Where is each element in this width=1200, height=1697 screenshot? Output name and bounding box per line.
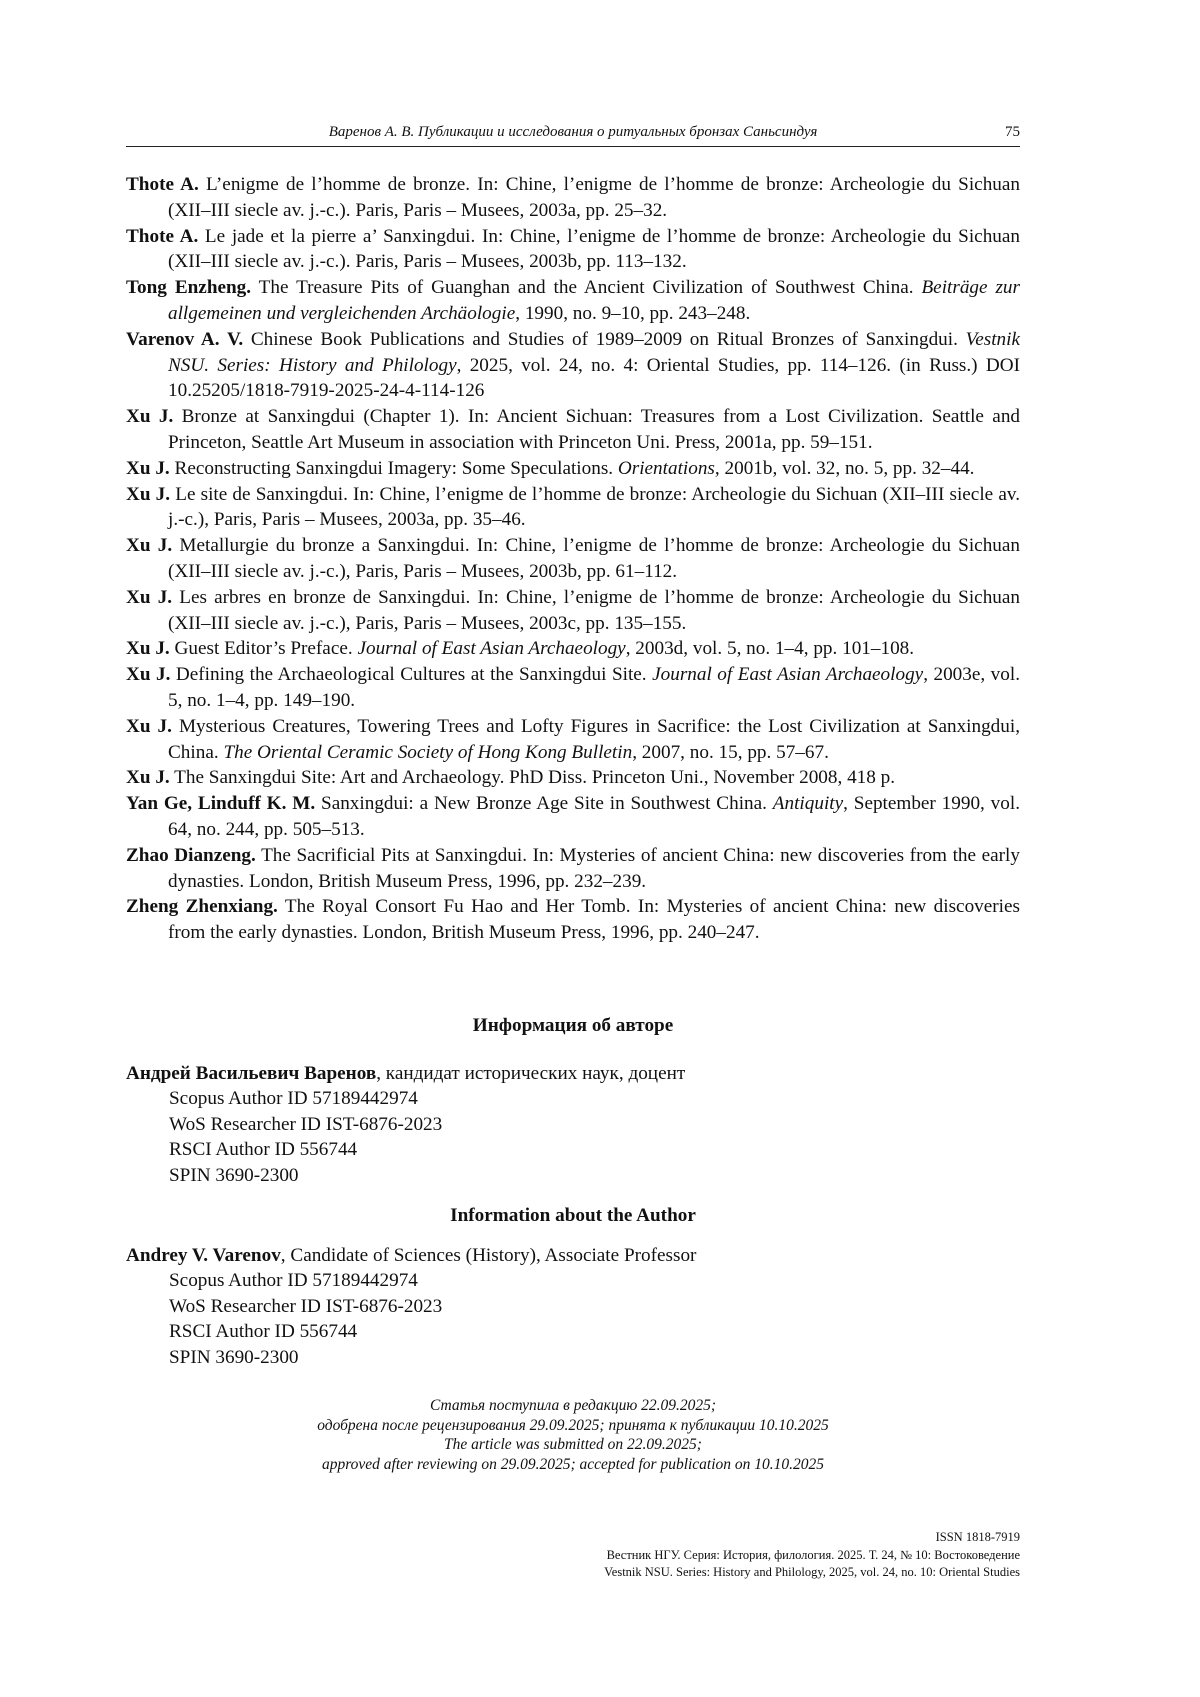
running-head: Варенов А. В. Публикации и исследования о ритуальных бронзах Саньсиндуя [328, 124, 818, 140]
reference-entry [126, 636, 1020, 662]
reference-author: Xu J. [126, 586, 173, 608]
reference-text: Sanxingdui: a New Bronze Age Site in Southwest China. [315, 793, 773, 815]
reference-text: Chinese Book Publications and Studies of 1989–2009 on Ritual Bronzes of Sanxingdui. [243, 328, 966, 350]
submission-dates [126, 1396, 1020, 1474]
page-number: 75 [1005, 124, 1020, 140]
reference-entry [126, 275, 1020, 327]
reference-text: The Royal Consort Fu Hao and Her Tomb. In: Mysteries of ancient China: new discoveries from the early dynasties. London, British Museum Press, 1996, pp. 240–247. [168, 896, 1020, 944]
author-name-en: Andrey V. Varenov [126, 1244, 281, 1266]
reference-entry [126, 172, 1020, 224]
reference-author: Zhao Dianzeng. [126, 844, 256, 866]
reference-entry [126, 404, 1020, 456]
reference-entry [126, 894, 1020, 946]
issn: ISSN 1818-7919 [935, 1530, 1020, 1544]
date-line: The article was submitted on 22.09.2025; [444, 1436, 702, 1453]
reference-text-end: , 2001b, vol. 32, no. 5, pp. 32–44. [714, 457, 975, 479]
reference-author: Xu J. [126, 457, 170, 479]
reference-author: Thote A. [126, 174, 199, 195]
author-name-ru: Андрей Васильевич Варенов [126, 1062, 377, 1084]
reference-author: Thote A. [126, 225, 199, 247]
reference-author: Xu J. [126, 715, 172, 737]
reference-text-end: , 2025, vol. 24, no. 4: Oriental Studies, pp. 114–126. (in Russ.) DOI 10.25205/1818-7919-2025-24-4-114-126 [168, 354, 1021, 402]
reference-journal: Journal of East Asian Archaeology [652, 664, 924, 686]
reference-text: The Treasure Pits of Guanghan and the Ancient Civilization of Southwest China. [251, 277, 922, 299]
reference-journal: The Oriental Ceramic Society of Hong Kong Bulletin [223, 741, 633, 763]
reference-journal: Orientations [617, 457, 715, 479]
reference-journal: Antiquity [772, 793, 844, 815]
date-line: approved after reviewing on 29.09.2025; accepted for publication on 10.10.2025 [321, 1455, 825, 1473]
reference-text-end: , September 1990, vol. 64, no. 244, pp. 505–513. [168, 793, 1020, 840]
reference-author: Zheng Zhenxiang. [126, 896, 278, 918]
reference-text: Metallurgie du bronze a Sanxingdui. In: Chine, l’enigme de l’homme de bronze: Archeologie du Sichuan (XII–III siecle av. j.-c.), Paris, Paris – Musees, 2003b, pp. 61–112. [168, 535, 1020, 582]
reference-entry [126, 224, 1020, 276]
reference-journal: Beiträge zur allgemeinen und vergleichenden Archäologie [168, 277, 1020, 324]
reference-text-end: , 2003e, vol. 5, no. 1–4, pp. 149–190. [168, 664, 1020, 711]
author-id-line: WoS Researcher ID IST-6876-2023 [169, 1295, 443, 1317]
author-id-line: WoS Researcher ID IST-6876-2023 [169, 1113, 443, 1135]
reference-author: Xu J. [126, 406, 174, 428]
section-title-en: Information about the Author [450, 1205, 696, 1226]
journal-footer [420, 1529, 1020, 1582]
author-info-en [126, 1203, 1020, 1371]
reference-author: Tong Enzheng. [126, 277, 252, 299]
reference-text-end: , 1990, no. 9–10, pp. 243–248. [515, 302, 751, 324]
date-line: Статья поступила в редакцию 22.09.2025; [429, 1397, 717, 1414]
author-id-line: RSCI Author ID 556744 [169, 1139, 358, 1161]
reference-text-end: , 2007, no. 15, pp. 57–67. [632, 741, 829, 763]
author-id-line: SPIN 3690-2300 [169, 1346, 299, 1368]
reference-author: Xu J. [126, 767, 170, 789]
author-id-line: RSCI Author ID 556744 [169, 1321, 358, 1343]
author-position-ru: , кандидат исторических наук, доцент [376, 1062, 686, 1084]
reference-text: The Sacrificial Pits at Sanxingdui. In: Mysteries of ancient China: new discoveries from the early dynasties. London, British Museum Press, 1996, pp. 232–239. [168, 844, 1020, 892]
footer-line-ru: Вестник НГУ. Серия: История, филология. 2025. Т. 24, № 10: Востоковедение [606, 1547, 1020, 1562]
reference-author: Xu J. [126, 638, 170, 660]
reference-journal: Journal of East Asian Archaeology [357, 638, 626, 660]
author-line-ru [126, 1061, 1020, 1087]
reference-author: Xu J. [126, 664, 171, 686]
reference-text: The Sanxingdui Site: Art and Archaeology. PhD Diss. Princeton Uni., November 2008, 418 p. [169, 767, 896, 789]
author-id-line: SPIN 3690-2300 [169, 1164, 299, 1186]
section-title-ru: Информация об авторе [472, 1015, 674, 1036]
author-position-en: , Candidate of Sciences (History), Associate Professor [280, 1244, 697, 1266]
reference-entry [126, 791, 1020, 843]
reference-text: Defining the Archaeological Cultures at the Sanxingdui Site. [170, 664, 653, 686]
author-id-line: Scopus Author ID 57189442974 [169, 1088, 418, 1110]
reference-text-end: , 2003d, vol. 5, no. 1–4, pp. 101–108. [625, 638, 915, 660]
reference-entry [126, 533, 1020, 585]
reference-entry [126, 662, 1020, 714]
reference-author: Varenov A. V. [126, 328, 244, 350]
reference-text: Guest Editor’s Preface. [169, 638, 358, 660]
header-rule [126, 146, 1020, 147]
reference-text: Bronze at Sanxingdui (Chapter 1). In: Ancient Sichuan: Treasures from a Lost Civilization. Seattle and Princeton, Seattle Art Museum in association with Princeton Uni. Press, 2001a, pp. 59–151. [168, 406, 1021, 453]
reference-journal: Vestnik NSU. Series: History and Philology [168, 328, 1020, 376]
reference-text: Les arbres en bronze de Sanxingdui. In: Chine, l’enigme de l’homme de bronze: Archeologie du Sichuan (XII–III siecle av. j.-c.), Paris, Paris – Musees, 2003c, pp. 135–155. [168, 586, 1020, 634]
reference-list [126, 172, 1020, 946]
reference-author: Yan Ge, Linduff K. M. [126, 793, 316, 815]
author-info-ru [126, 1013, 1020, 1189]
reference-author: Xu J. [126, 483, 171, 505]
author-line-en [126, 1243, 1020, 1269]
reference-entry [126, 714, 1020, 766]
reference-entry [126, 482, 1020, 534]
author-id-line: Scopus Author ID 57189442974 [169, 1270, 418, 1292]
date-line: одобрена после рецензирования 29.09.2025; принята к публикации 10.10.2025 [317, 1416, 829, 1434]
reference-entry [126, 327, 1020, 404]
reference-entry [126, 765, 1020, 791]
reference-text: Reconstructing Sanxingdui Imagery: Some Speculations. [169, 457, 618, 479]
reference-entry [126, 843, 1020, 895]
reference-entry [126, 585, 1020, 637]
reference-text: L’enigme de l’homme de bronze. In: Chine, l’enigme de l’homme de bronze: Archeologie du Sichuan (XII–III siecle av. j.-c.). Paris, Paris – Musees, 2003a, pp. 25–32. [168, 174, 1020, 221]
reference-author: Xu J. [126, 535, 173, 557]
reference-entry [126, 456, 1020, 482]
reference-text: Mysterious Creatures, Towering Trees and Lofty Figures in Sacrifice: the Lost Civilization at Sanxingdui, China. [168, 715, 1020, 763]
reference-text: Le jade et la pierre a’ Sanxingdui. In: Chine, l’enigme de l’homme de bronze: Archeologie du Sichuan (XII–III siecle av. j.-c.). Paris, Paris – Musees, 2003b, pp. 113–132. [168, 225, 1020, 273]
footer-line-en: Vestnik NSU. Series: History and Philology, 2025, vol. 24, no. 10: Oriental Studies [604, 1565, 1020, 1579]
reference-text: Le site de Sanxingdui. In: Chine, l’enigme de l’homme de bronze: Archeologie du Sichuan (XII–III siecle av. j.-c.), Paris, Paris – Musees, 2003a, pp. 35–46. [168, 483, 1020, 531]
